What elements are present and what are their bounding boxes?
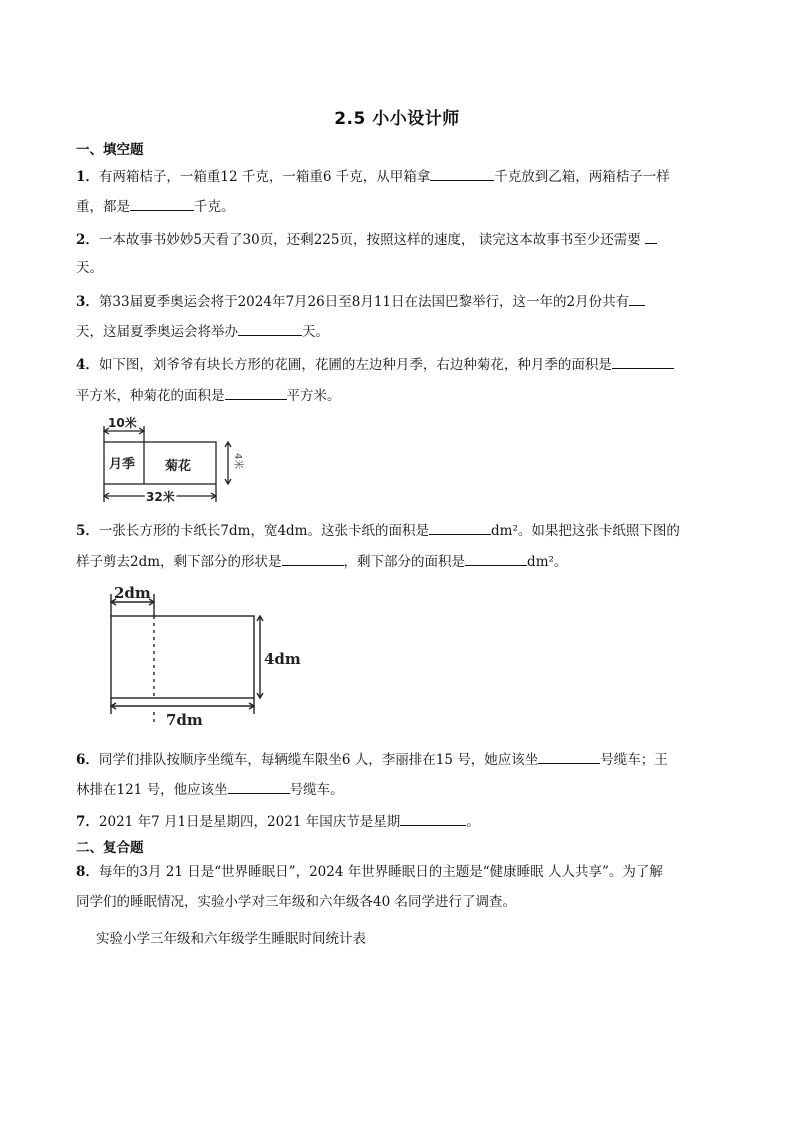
question-5-line-2 — [76, 551, 718, 571]
question-3-line-1 — [76, 291, 718, 311]
question-8-line-2 — [76, 893, 718, 911]
question-text: 有两箱桔子，一箱重 — [98, 169, 221, 185]
page-title: 2.5 小小设计师 — [334, 109, 460, 129]
question-text: 年国庆节是星期 — [305, 814, 401, 830]
question-text: 名同学进行了调查。 — [394, 894, 516, 910]
question-text: 天。 — [76, 260, 103, 276]
chrysanthemum-label: 菊花 — [165, 459, 192, 474]
question-text: 日是“世界睡眠日”， — [187, 864, 310, 880]
answer-blank[interactable] — [612, 354, 674, 369]
answer-blank[interactable] — [465, 551, 527, 566]
answer-blank[interactable] — [228, 779, 290, 794]
question-text: dm²。如果把这张卡纸照下图的 — [491, 523, 680, 539]
question-text: ，宽 — [250, 523, 278, 539]
question-text: 天。 — [302, 324, 329, 340]
question-number-value: 7 — [151, 814, 160, 830]
question-number-value: 2021 — [267, 814, 302, 830]
question-text: 月 — [148, 864, 162, 880]
question-number-value: 2dm — [130, 554, 161, 570]
question-number: 5． — [76, 523, 99, 539]
question-text: 千克放到乙箱，两箱桔子一样 — [494, 169, 670, 185]
question-text: 天，这届夏季奥运会将举办 — [76, 324, 238, 340]
question-number-value: 6 — [341, 752, 351, 768]
question-number-value: 2024 — [237, 294, 272, 310]
flower-garden-figure — [94, 412, 244, 508]
question-text: 千克，一箱重 — [241, 169, 323, 185]
rose-label: 月季 — [109, 457, 136, 472]
top-dimension-label: 10米 — [108, 416, 137, 430]
question-text: ，剩下部分的形状是 — [160, 554, 282, 570]
question-text: 如下图，刘爷爷有块长方形的花圃，花圃的左边种月季，右边种菊花，种月季的面积是 — [98, 357, 612, 373]
question-text: 号缆车。 — [289, 782, 344, 798]
question-number: 8． — [76, 864, 99, 880]
question-text: 一本故事书妙妙 — [98, 232, 194, 248]
question-number-value: 11 — [373, 294, 392, 310]
section-heading-fill-blank: 一、填空题 — [76, 142, 144, 158]
question-text: 天看了 — [202, 232, 243, 248]
bottom-dimension-label: 32米 — [146, 490, 175, 504]
question-text: 页，按照这样的速度， 读完这本故事书至少还需要 — [339, 232, 641, 248]
question-text: 号，她应该坐 — [457, 752, 539, 768]
question-text: 月 — [294, 294, 308, 310]
question-text: 月 — [163, 814, 178, 830]
question-text: 千克，从甲箱拿 — [335, 169, 431, 185]
question-text: 号缆车；王 — [600, 752, 668, 768]
question-number-value: 2 — [566, 294, 576, 310]
question-text: ，剩下部分的面积是 — [343, 554, 466, 570]
question-number-value: 2021 — [98, 814, 134, 830]
question-text: 届夏季奥运会将于 — [129, 294, 238, 310]
question-2-line-1 — [76, 229, 718, 249]
question-number: 7． — [76, 814, 99, 830]
question-text: 日是星期四， — [186, 814, 268, 830]
question-number-value: 7dm — [220, 523, 251, 539]
top-dimension-label: 2dm — [114, 584, 151, 602]
question-text: 人，李丽排在 — [354, 752, 436, 768]
question-text: 日在法国巴黎举行，这一年的 — [391, 294, 567, 310]
question-number: 3． — [76, 294, 99, 310]
question-text: 月份共有 — [575, 294, 630, 310]
section-heading-composite: 二、复合题 — [76, 840, 144, 856]
question-number: 2． — [76, 232, 99, 248]
answer-blank[interactable] — [238, 321, 302, 336]
question-8-line-1 — [76, 863, 718, 881]
question-number-value: 121 — [116, 782, 143, 798]
question-number-value: 30 — [242, 232, 260, 248]
side-dimension-label: 4米 — [232, 453, 243, 470]
question-text: 号，他应该坐 — [146, 782, 228, 798]
question-text: 。这张卡纸的面积是 — [307, 523, 429, 539]
answer-blank[interactable] — [225, 385, 287, 400]
question-text: 年 — [271, 294, 286, 310]
question-text: 每年的 — [98, 864, 140, 880]
question-text: 同学们的睡眠情况，实验小学对三年级和六年级各 — [76, 894, 373, 910]
question-number-value: 33 — [112, 294, 130, 310]
answer-blank[interactable] — [282, 551, 344, 566]
question-text: 平方米，种菊花的面积是 — [76, 388, 225, 404]
question-text: 同学们排队按顺序坐缆车，每辆缆车限坐 — [98, 752, 342, 768]
question-6-line-1 — [76, 749, 718, 769]
answer-blank[interactable] — [430, 166, 494, 181]
question-text: 。 — [466, 814, 480, 830]
question-number-value: 26 — [307, 294, 325, 310]
question-text: 样子剪去 — [76, 554, 130, 570]
question-3-line-2 — [76, 321, 718, 341]
question-text: 第 — [98, 294, 113, 310]
question-1-line-2 — [76, 196, 718, 216]
question-text: dm²。 — [527, 554, 568, 570]
question-1-line-1 — [76, 166, 718, 186]
question-number: 4． — [76, 357, 99, 373]
question-text: 年 — [137, 814, 152, 830]
question-number-value: 12 — [220, 169, 238, 185]
answer-blank[interactable] — [538, 749, 600, 764]
question-number: 6． — [76, 752, 99, 768]
side-dimension-label: 4dm — [264, 650, 301, 668]
question-number-value: 15 — [435, 752, 453, 768]
question-5-line-1 — [76, 520, 718, 540]
question-number-value: 2024 — [309, 864, 344, 880]
question-6-line-2 — [76, 779, 718, 799]
answer-blank[interactable] — [429, 520, 491, 535]
question-number: 1． — [76, 169, 99, 185]
question-number-value: 40 — [373, 894, 391, 910]
question-2-line-2 — [76, 259, 718, 277]
card-rectangle — [111, 616, 254, 698]
question-number-value: 1 — [177, 814, 187, 830]
question-number-value: 21 — [165, 864, 183, 880]
answer-blank[interactable] — [130, 196, 194, 211]
question-number-value: 8 — [351, 294, 361, 310]
question-text: 月 — [360, 294, 374, 310]
question-7-line-1 — [76, 811, 718, 831]
bottom-dimension-label: 7dm — [166, 711, 203, 729]
question-text: 日至 — [324, 294, 352, 310]
question-text: 年世界睡眠日的主题是“健康睡眠 人人共享”。为了解 — [347, 864, 663, 880]
answer-blank[interactable] — [629, 291, 645, 306]
table-caption: 实验小学三年级和六年级学生睡眠时间统计表 — [96, 931, 366, 947]
answer-blank[interactable] — [645, 229, 657, 244]
question-number-value: 7 — [285, 294, 295, 310]
question-4-line-1 — [76, 354, 718, 374]
question-number-value: 225 — [313, 232, 340, 248]
question-text: 页，还剩 — [259, 232, 314, 248]
question-4-line-2 — [76, 385, 718, 405]
question-number-value: 3 — [139, 864, 148, 880]
question-text: 林排在 — [76, 782, 117, 798]
question-number-value: 4dm — [277, 523, 308, 539]
question-text: 重，都是 — [76, 199, 130, 215]
card-paper-figure — [100, 582, 310, 732]
question-text: 平方米。 — [286, 388, 341, 404]
question-number-value: 5 — [193, 232, 202, 248]
question-text: 一张长方形的卡纸长 — [98, 523, 221, 539]
question-text: 千克。 — [194, 199, 235, 215]
question-number-value: 6 — [322, 169, 332, 185]
answer-blank[interactable] — [400, 811, 466, 826]
